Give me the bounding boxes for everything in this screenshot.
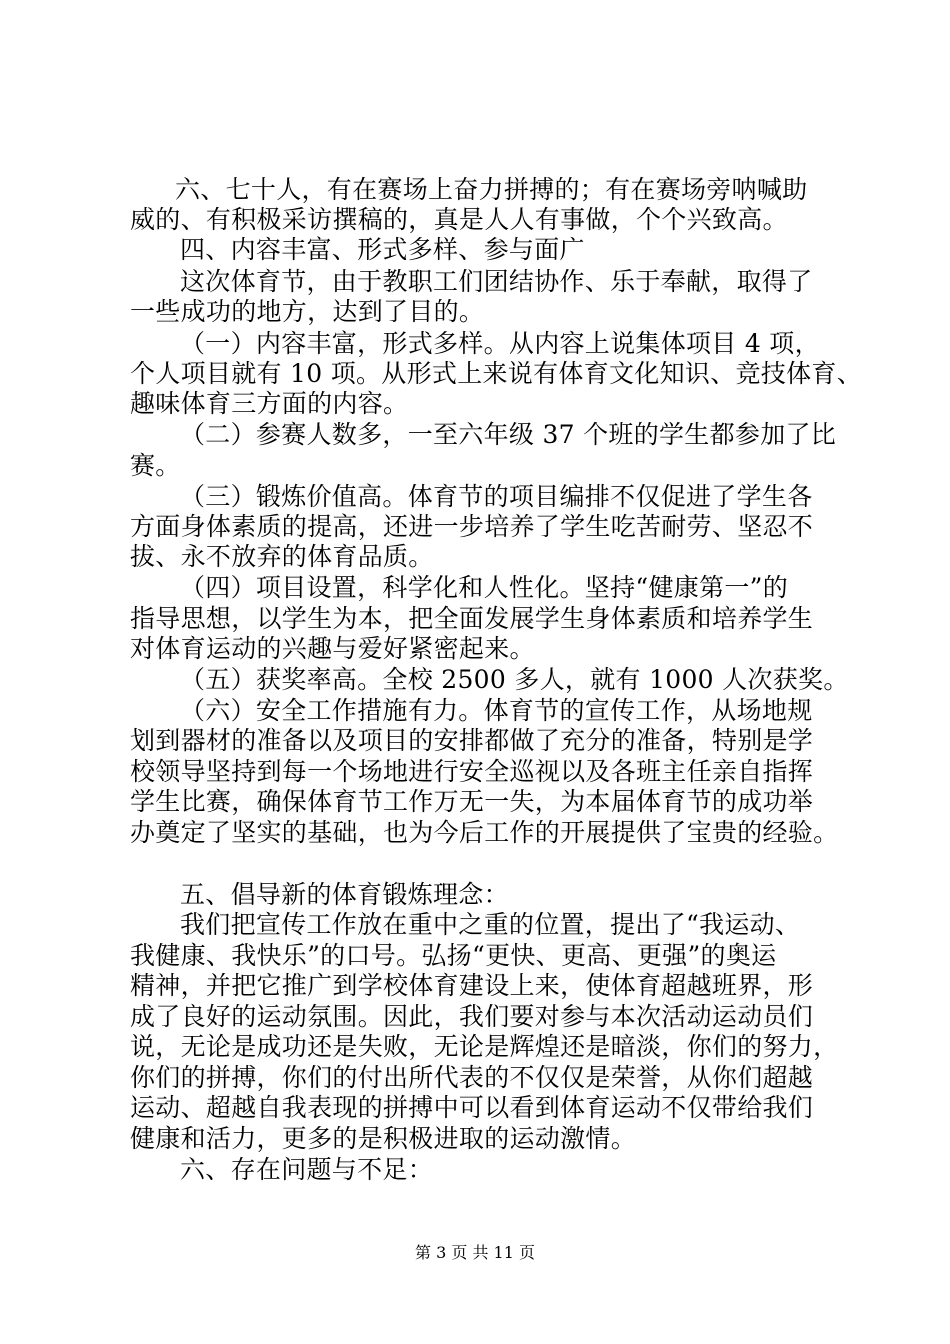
text-line: 赛。	[130, 451, 181, 480]
text-line: 指导思想，以学生为本，把全面发展学生身体素质和培养学生	[130, 604, 814, 633]
text-line: 办奠定了坚实的基础，也为今后工作的开展提供了宝贵的经验。	[130, 818, 839, 847]
text-line: （六）安全工作措施有力。体育节的宣传工作，从场地规	[180, 696, 813, 725]
text-line: 威的、有积极采访撰稿的，真是人人有事做，个个兴致高。	[130, 205, 788, 234]
text-line: 说，无论是成功还是失败，无论是辉煌还是暗淡，你们的努力，	[130, 1032, 839, 1061]
text-line: 健康和活力，更多的是积极进取的运动激情。	[130, 1124, 637, 1153]
text-line: （四）项目设置，科学化和人性化。坚持“健康第一”的	[180, 573, 789, 602]
text-line: 一些成功的地方，达到了目的。	[130, 297, 485, 326]
text-line: （五）获奖率高。全校 2500 多人，就有 1000 人次获奖。	[180, 665, 849, 694]
text-line: 六、七十人，有在赛场上奋力拼搏的；有在赛场旁呐喊助	[175, 175, 808, 204]
section-heading: 五、倡导新的体育锻炼理念：	[180, 880, 509, 909]
text-line: 你们的拼搏，你们的付出所代表的不仅仅是荣誉，从你们超越	[130, 1063, 814, 1092]
text-line: 校领导坚持到每一个场地进行安全巡视以及各班主任亲自指挥	[130, 757, 814, 786]
text-line: 运动、超越自我表现的拼搏中可以看到体育运动不仅带给我们	[130, 1093, 814, 1122]
page-number-footer: 第 3 页 共 11 页	[415, 1243, 535, 1262]
text-line: 拔、永不放弃的体育品质。	[130, 542, 434, 571]
text-line: 划到器材的准备以及项目的安排都做了充分的准备，特别是学	[130, 726, 814, 755]
text-line: 我健康、我快乐”的口号。弘扬“更快、更高、更强”的奥运	[130, 941, 777, 970]
text-line: 个人项目就有 10 项。从形式上来说有体育文化知识、竞技体育、	[130, 359, 863, 388]
section-heading: 六、存在问题与不足：	[180, 1155, 434, 1184]
text-line: 学生比赛，确保体育节工作万无一失，为本届体育节的成功举	[130, 787, 814, 816]
text-line: 对体育运动的兴趣与爱好紧密起来。	[130, 634, 535, 663]
text-line: 这次体育节，由于教职工们团结协作、乐于奉献，取得了	[180, 267, 813, 296]
text-line: 成了良好的运动氛围。因此，我们要对参与本次活动运动员们	[130, 1002, 814, 1031]
text-line: （一）内容丰富，形式多样。从内容上说集体项目 4 项，	[180, 329, 820, 358]
section-heading: 四、内容丰富、形式多样、参与面广	[180, 235, 585, 264]
text-line: 方面身体素质的提高，还进一步培养了学生吃苦耐劳、坚忍不	[130, 512, 814, 541]
text-line: 我们把宣传工作放在重中之重的位置，提出了“我运动、	[180, 910, 801, 939]
text-line: 精神，并把它推广到学校体育建设上来，使体育超越班界，形	[130, 971, 814, 1000]
text-line: （二）参赛人数多，一至六年级 37 个班的学生都参加了比	[180, 420, 837, 449]
text-line: 趣味体育三方面的内容。	[130, 389, 409, 418]
text-line: （三）锻炼价值高。体育节的项目编排不仅促进了学生各	[180, 482, 813, 511]
